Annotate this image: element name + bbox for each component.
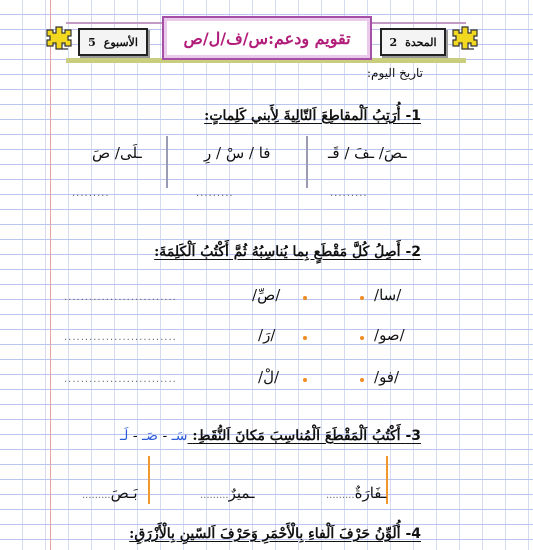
q2-text: أَصِلُ كُلَّ مَقْطَعٍ بِما يُناسِبُهُ ثُمَّ أَكْتُبُ اَلْكَلِمَةَ: xyxy=(154,244,401,260)
q3-option-2: صَـ xyxy=(142,428,158,444)
page-title-text: تقويم ودعم:س/ف/ل/ص xyxy=(183,28,351,48)
q3-word-3 xyxy=(82,484,138,502)
q3-blank[interactable]: ......... xyxy=(200,490,229,501)
q2-answer-dots[interactable]: ........................... xyxy=(64,332,177,343)
q1-group-2: فا / سْ / رِ xyxy=(204,144,271,162)
q1-column-divider xyxy=(306,136,308,188)
q4-text: أُلَوِّنُ حَرْفَ اَلْفاءِ بِالْأَحْمَرِ وَحَرْفَ اَلسّينِ بِالْأَزْرَقِ: xyxy=(129,526,401,542)
q3-column-divider xyxy=(386,456,388,504)
q3-text: أَكْتُبُ اَلْمَقْطَعَ اَلْمُناسِبَ مَكانَ اَلنُّقَطِ: xyxy=(192,428,401,444)
match-point[interactable] xyxy=(360,336,364,340)
unit-box xyxy=(380,28,446,56)
q1-group-1: ـصَ/ ـفَ / قَـ xyxy=(328,144,407,162)
q2-left-item-1: /سا/ xyxy=(374,286,402,304)
match-point[interactable] xyxy=(360,378,364,382)
week-label: الأسبوع xyxy=(103,35,138,49)
q1-title xyxy=(204,108,421,124)
q3-number: 3- xyxy=(405,428,421,444)
notebook-margin-line xyxy=(50,0,51,550)
q3-options xyxy=(120,428,188,444)
match-point[interactable] xyxy=(303,336,307,340)
q1-group-3: ـلَى/ صَ xyxy=(92,144,142,162)
q4-number: 4- xyxy=(405,526,421,542)
coptic-cross-icon xyxy=(46,26,72,52)
q2-answer-dots[interactable]: ........................... xyxy=(64,292,177,303)
banner-border-left xyxy=(66,22,162,24)
q3-blank[interactable]: ......... xyxy=(82,490,111,501)
coptic-cross-icon xyxy=(452,26,478,52)
page-title xyxy=(162,16,372,60)
q1-answer-dots[interactable]: ......... xyxy=(196,188,234,199)
q3-option-1: سَـ xyxy=(171,428,188,444)
q3-option-separator: - xyxy=(162,428,168,444)
week-number: 5 xyxy=(88,35,96,49)
week-box xyxy=(78,28,148,56)
q3-blank[interactable]: ......... xyxy=(326,490,355,501)
q2-left-item-2: /صو/ xyxy=(374,326,405,344)
banner-border-right xyxy=(368,22,466,24)
q1-answer-dots[interactable]: ......... xyxy=(330,188,368,199)
match-point[interactable] xyxy=(303,378,307,382)
q2-left-item-3: /فو/ xyxy=(374,368,400,386)
q2-right-item-3: /لْ/ xyxy=(258,368,280,386)
q3-word-text: ـميرٌ xyxy=(228,484,255,502)
q3-title xyxy=(120,428,421,444)
q3-option-3: لَـ xyxy=(119,428,129,444)
q1-number: 1- xyxy=(405,108,421,124)
q4-title xyxy=(129,526,421,542)
q2-title xyxy=(154,244,421,260)
q3-word-1 xyxy=(326,484,386,502)
q3-word-2 xyxy=(200,484,254,502)
q2-right-item-2: /رَ/ xyxy=(258,326,276,344)
q3-word-text: بَـصَ xyxy=(110,484,138,502)
q1-answer-dots[interactable]: ......... xyxy=(72,188,110,199)
q1-column-divider xyxy=(166,136,168,188)
header-banner xyxy=(0,6,533,64)
q3-option-separator: - xyxy=(132,428,138,444)
match-point[interactable] xyxy=(360,296,364,300)
date-label: تاريخ اليوم: xyxy=(367,66,423,80)
unit-label: المحدة xyxy=(405,35,437,49)
q3-word-text: ـفَارَةٌ xyxy=(354,484,387,502)
q2-answer-dots[interactable]: ........................... xyxy=(64,374,177,385)
unit-number: 2 xyxy=(389,35,398,49)
match-point[interactable] xyxy=(303,296,307,300)
q2-number: 2- xyxy=(405,244,421,260)
q3-column-divider xyxy=(148,456,150,504)
q1-text: أُرَتِبُ اَلْمقاطِعَ اَلتّالِيةَ لِأَبني كَلِماتٍ: xyxy=(204,108,401,124)
q2-right-item-1: /صِّ/ xyxy=(252,286,281,304)
